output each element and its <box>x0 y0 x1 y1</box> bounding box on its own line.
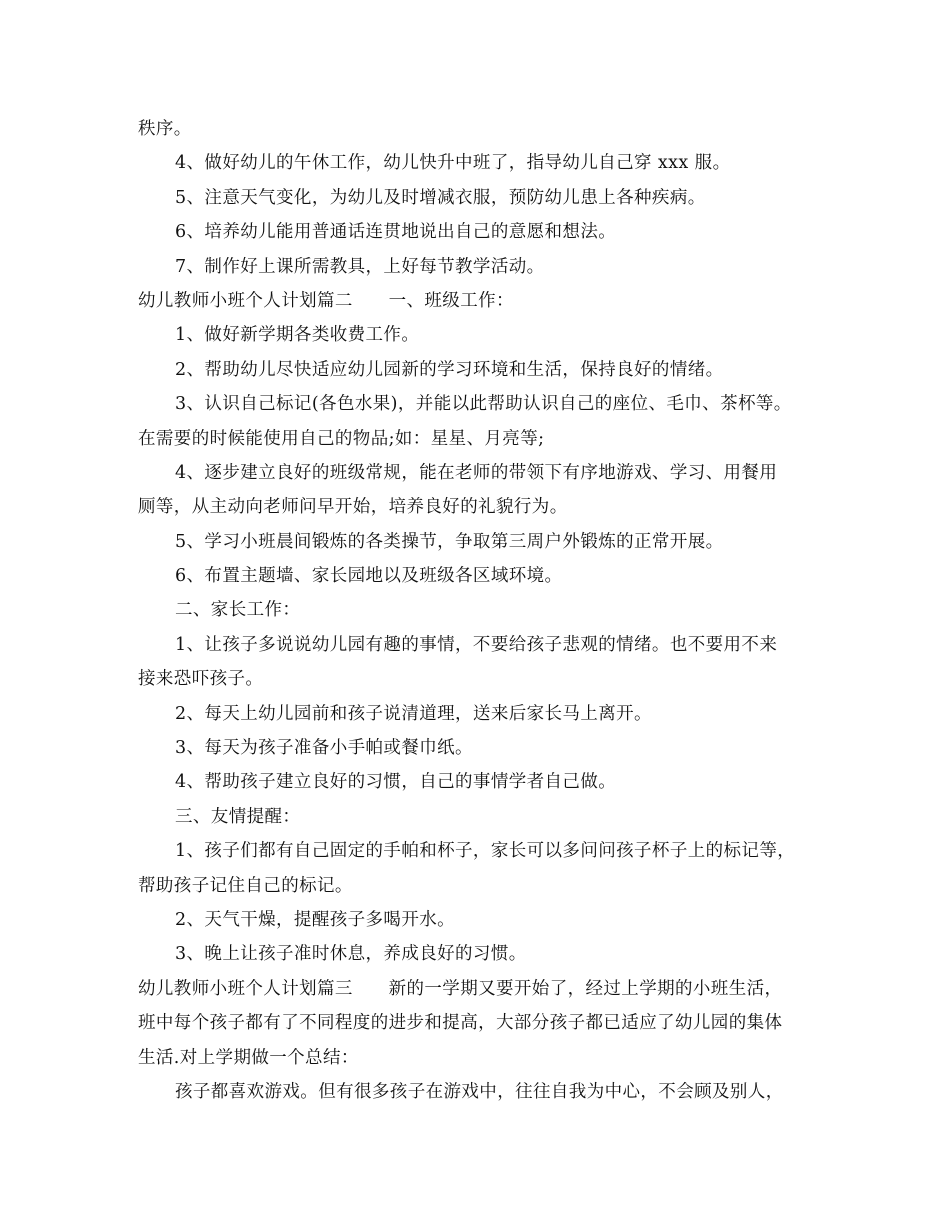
text-line: 幼儿教师小班个人计划篇三 新的一学期又要开始了，经过上学期的小班生活， <box>138 978 783 999</box>
text-line: 1、做好新学期各类收费工作。 <box>175 325 420 346</box>
document-body <box>138 112 828 1109</box>
text-line: 7、制作好上课所需教具，上好每节教学活动。 <box>175 256 545 277</box>
text-line: 在需要的时候能使用自己的物品;如：星星、月亮等; <box>138 428 545 449</box>
text-line: 6、培养幼儿能用普通话连贯地说出自己的意愿和想法。 <box>175 222 617 243</box>
text-line: 幼儿教师小班个人计划篇二 一、班级工作： <box>138 290 514 311</box>
text-line: 3、晚上让孩子准时休息，养成良好的习惯。 <box>175 944 527 965</box>
text-line: 2、天气干燥，提醒孩子多喝开水。 <box>175 909 456 930</box>
text-line: 帮助孩子记住自己的标记。 <box>138 875 353 896</box>
text-line: 三、友情提醒： <box>175 806 301 827</box>
text-line: 厕等，从主动向老师问早开始，培养良好的礼貌行为。 <box>138 497 568 518</box>
text-line: 生活.对上学期做一个总结： <box>138 1047 359 1068</box>
text-line: 2、每天上幼儿园前和孩子说清道理，送来后家长马上离开。 <box>175 703 652 724</box>
text-line: 接来恐吓孩子。 <box>138 669 264 690</box>
text-line: 2、帮助幼儿尽快适应幼儿园新的学习环境和生活，保持良好的情绪。 <box>175 359 724 380</box>
text-line: 3、每天为孩子准备小手帕或餐巾纸。 <box>175 738 473 759</box>
text-line: 秩序。 <box>138 119 192 139</box>
text-line: 6、布置主题墙、家长园地以及班级各区域环境。 <box>175 566 563 587</box>
text-line: 4、帮助孩子建立良好的习惯，自己的事情学者自己做。 <box>175 772 617 793</box>
text-line: 1、孩子们都有自己固定的手帕和杯子，家长可以多问问孩子杯子上的标记等， <box>175 841 796 862</box>
text-line: 孩子都喜欢游戏。但有很多孩子在游戏中，往往自我为中心，不会顾及别人， <box>175 1081 784 1102</box>
text-line: 5、学习小班晨间锻炼的各类操节，争取第三周户外锻炼的正常开展。 <box>175 531 724 552</box>
text-line: 3、认识自己标记(各色水果)，并能以此帮助认识自己的座位、毛巾、茶杯等。 <box>175 394 792 415</box>
text-line: 5、注意天气变化，为幼儿及时增减衣服，预防幼儿患上各种疾病。 <box>175 187 706 208</box>
text-line: 班中每个孩子都有了不同程度的进步和提高，大部分孩子都已适应了幼儿园的集体 <box>138 1013 783 1034</box>
text-line: 4、逐步建立良好的班级常规，能在老师的带领下有序地游戏、学习、用餐用 <box>175 462 778 483</box>
text-line: 二、家长工作： <box>175 600 301 621</box>
text-line: 1、让孩子多说说幼儿园有趣的事情，不要给孩子悲观的情绪。也不要用不来 <box>175 634 778 655</box>
text-line: 4、做好幼儿的午休工作，幼儿快升中班了，指导幼儿自己穿 xxx 服。 <box>175 153 731 174</box>
